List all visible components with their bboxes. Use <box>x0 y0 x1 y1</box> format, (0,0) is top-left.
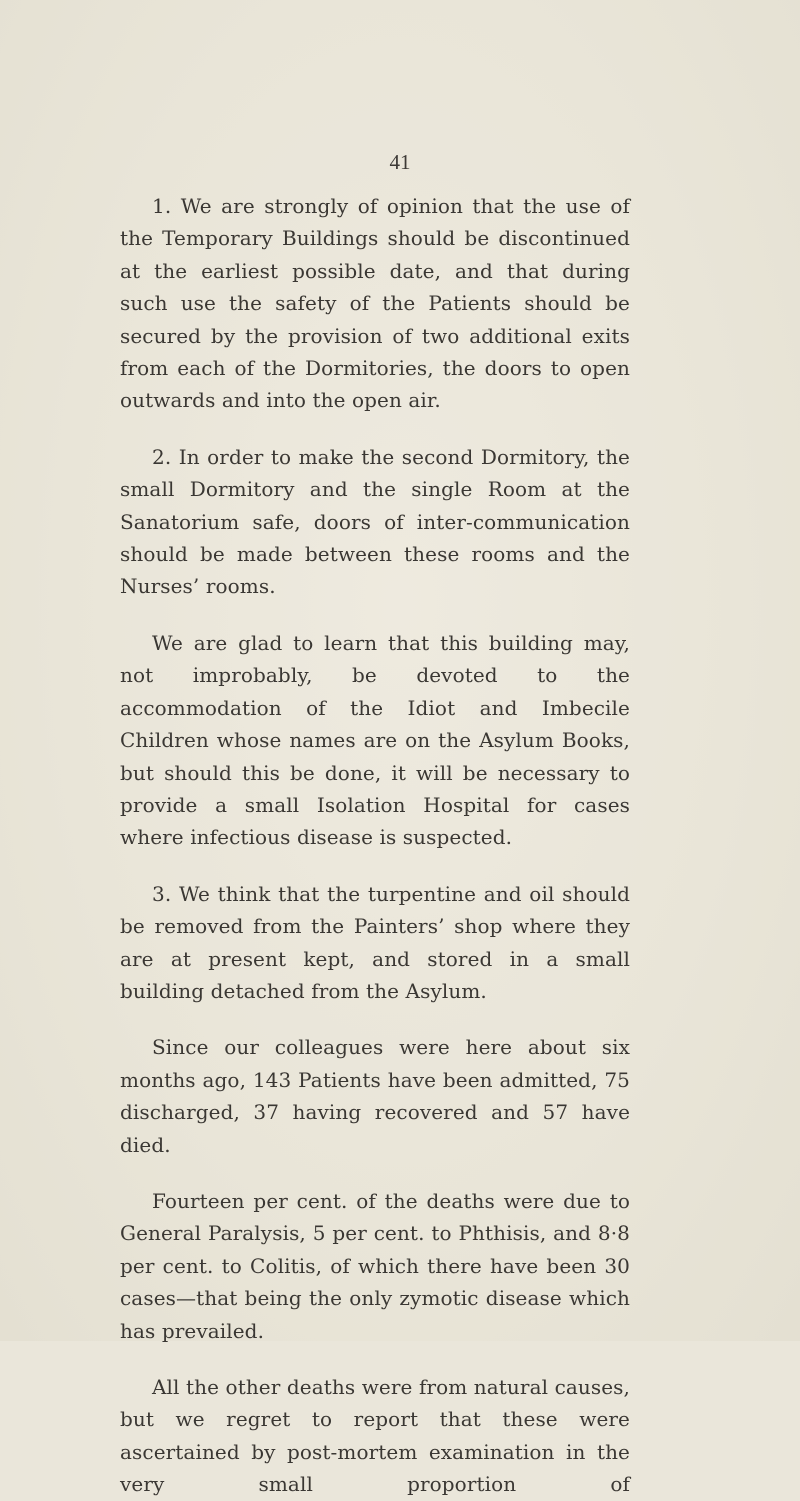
body-text <box>120 190 630 1501</box>
paragraph-1-temporary-buildings: 1. We are strongly of opinion that the use of the Temporary Buildings should be discontinued at the earliest possible date, and that during such use the safety of the Patients should be secured by the provision of two additional exits from each of the Dormitories, the doors to open outwards and into the open air. <box>120 194 630 413</box>
paragraph-post-mortem: All the other deaths were from natural causes, but we regret to report that these were ascertained by post-mortem examination in the very small proportion of <box>120 1375 630 1497</box>
page-number: 41 <box>389 150 411 174</box>
paragraph-admissions: Since our colleagues were here about six months ago, 143 Patients have been admitted, 75 discharged, 37 having recovered and 57 have died. <box>120 1035 630 1157</box>
paragraph-3-turpentine-storage: 3. We think that the turpentine and oil should be removed from the Painters’ shop where they are at present kept, and stored in a small building detached from the Asylum. <box>120 881 630 1003</box>
paragraph-2-inter-communication: 2. In order to make the second Dormitory, the small Dormitory and the single Room at the Sanatorium safe, doors of inter-communication should be made between these rooms and the Nurses’ rooms. <box>120 444 630 599</box>
paragraph-causes-of-death: Fourteen per cent. of the deaths were due to General Paralysis, 5 per cent. to Phthisis, and 8·8 per cent. to Colitis, of which there have been 30 cases—that being the only zymotic disease which has prevailed. <box>120 1188 630 1343</box>
paragraph-isolation-hospital: We are glad to learn that this building may, not improbably, be devoted to the accommodation of the Idiot and Imbecile Children whose names are on the Asylum Books, but should this be done, it will be necessary to provide a small Isolation Hospital for cases where infectious disease is suspected. <box>120 630 630 850</box>
